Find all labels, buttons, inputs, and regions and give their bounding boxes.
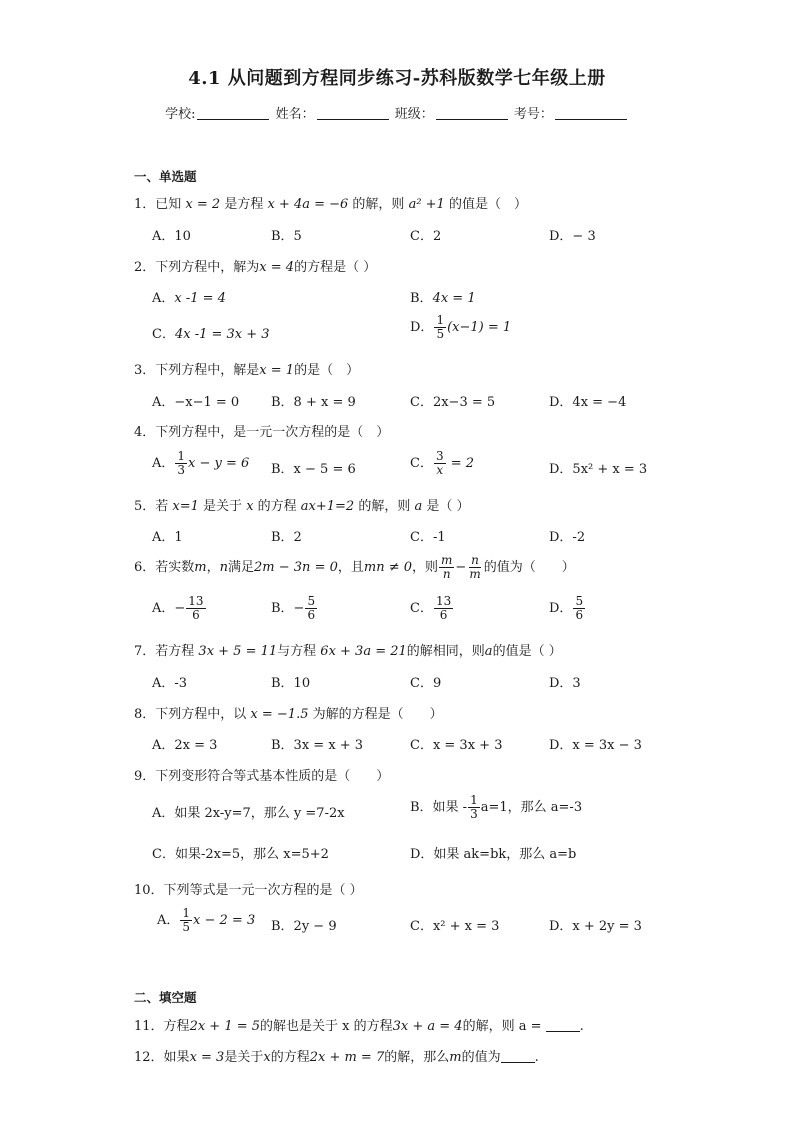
question-text: ，且	[337, 560, 364, 575]
student-info-line	[0, 103, 794, 122]
math-expression: n	[219, 560, 229, 575]
option-label: A．	[152, 456, 175, 471]
fraction	[468, 794, 480, 821]
option-label: A．−	[152, 601, 186, 616]
math-expression: x = 3	[189, 1050, 225, 1065]
q6-option-d[interactable]	[549, 595, 586, 622]
question-text: .	[534, 1050, 539, 1065]
q4-option-b[interactable]: B．x − 5 = 6	[271, 462, 356, 477]
q8-option-a[interactable]: A．2x = 3	[152, 738, 218, 753]
question-7	[134, 640, 562, 659]
question-text: 方程	[163, 1019, 190, 1034]
question-number: 6．	[134, 560, 156, 575]
id-blank[interactable]	[555, 107, 627, 120]
numerator: m	[441, 553, 453, 567]
math-expression: 2x + 1 = 5	[189, 1019, 261, 1034]
math-expression: x = 1	[259, 363, 295, 378]
numerator: n	[471, 553, 479, 567]
question-text: ，则	[412, 560, 439, 575]
q10-option-c[interactable]: C．x² + x = 3	[410, 919, 500, 934]
math-expression: x=1	[172, 499, 199, 514]
denominator: 6	[575, 608, 584, 622]
fraction	[434, 450, 446, 477]
question-number: 1．	[134, 197, 156, 212]
question-8	[134, 703, 443, 722]
math-expression: a	[414, 499, 423, 514]
q10-option-d[interactable]: D．x + 2y = 3	[549, 919, 642, 934]
math-expression: 4x = 1	[432, 291, 476, 306]
math-expression: 2x + m = 7	[309, 1050, 385, 1065]
q9-option-c[interactable]: C．如果-2x=5，那么 x=5+2	[152, 847, 329, 862]
section-title-single-choice: 一、单选题	[134, 169, 197, 184]
document-title: 4.1 从问题到方程同步练习-苏科版数学七年级上册	[188, 68, 606, 89]
question-text: 下列等式是一元一次方程的是（ ）	[163, 883, 363, 898]
math-expression: a² +1	[408, 197, 445, 212]
question-text: 下列变形符合等式基本性质的是（ ）	[155, 769, 390, 784]
question-text: 与方程	[277, 644, 321, 659]
q1-option-b[interactable]: B．5	[271, 229, 302, 244]
question-number: 9．	[134, 769, 156, 784]
question-number: 10．	[134, 883, 164, 898]
q6-option-b[interactable]	[271, 595, 318, 622]
question-text: ，	[206, 560, 220, 575]
question-text: 是关于	[198, 499, 247, 514]
question-number: 2．	[134, 260, 156, 275]
math-expression: x − y = 6	[188, 456, 250, 471]
q9-option-a[interactable]: A．如果 2x-y=7，那么 y =7-2x	[152, 806, 345, 821]
math-expression: 3x + a = 4	[392, 1019, 463, 1034]
math-expression: x = 2	[185, 197, 221, 212]
q2-option-a[interactable]	[152, 287, 226, 306]
math-expression: x	[246, 499, 254, 514]
q5-option-d[interactable]: D．-2	[549, 530, 586, 545]
q5-option-b[interactable]: B．2	[271, 530, 302, 545]
answer-blank[interactable]	[501, 1050, 535, 1063]
question-text: 的值为	[461, 1050, 501, 1065]
math-expression: ax+1=2	[300, 499, 355, 514]
fraction	[175, 450, 187, 477]
q4-option-a[interactable]	[152, 450, 249, 477]
math-expression: a	[484, 644, 493, 659]
question-text: 的解相同，则	[406, 644, 485, 659]
id-label: 考号：	[513, 107, 553, 122]
question-text: 的值是（ ）	[444, 197, 527, 212]
numerator: 5	[575, 594, 584, 608]
math-expression: = 2	[446, 456, 475, 471]
math-expression: (x−1) = 1	[447, 320, 512, 335]
math-expression: 4x -1 = 3x + 3	[174, 327, 270, 342]
question-text: 的解，则	[348, 197, 409, 212]
q7-option-b[interactable]: B．10	[271, 676, 311, 691]
question-text: 是（ ）	[422, 499, 470, 514]
class-blank[interactable]	[436, 107, 508, 120]
school-label: 学校:	[165, 107, 196, 122]
math-expression: x -1 = 4	[174, 291, 226, 306]
q2-option-c[interactable]	[152, 323, 270, 342]
fraction	[467, 554, 482, 581]
numerator: 13	[188, 594, 204, 608]
question-text: 若实数	[155, 560, 195, 575]
denominator: 6	[192, 608, 200, 622]
denominator: n	[442, 567, 451, 581]
q4-option-c[interactable]	[410, 450, 474, 477]
option-label: B．如果 -	[410, 800, 468, 815]
math-expression: m	[449, 1050, 462, 1065]
question-text: 的是（ ）	[294, 363, 360, 378]
question-text: 下列方程中，是一元一次方程的是（ ）	[155, 425, 390, 440]
question-text: 如果	[163, 1050, 190, 1065]
q2-option-d[interactable]	[410, 314, 511, 341]
denominator: x	[436, 463, 444, 477]
question-9	[134, 765, 389, 784]
fraction	[439, 554, 454, 581]
question-number: 5．	[134, 499, 156, 514]
q3-option-b[interactable]: B．8 + x = 9	[271, 395, 356, 410]
q9-option-d[interactable]: D．如果 ak=bk，那么 a=b	[410, 847, 577, 862]
question-3	[134, 359, 359, 378]
option-label: C．	[410, 601, 433, 616]
numerator: 1	[177, 449, 186, 463]
numerator: 1	[436, 313, 445, 327]
option-text: a=1，那么 a=-3	[480, 800, 583, 815]
denominator: 3	[470, 807, 478, 821]
question-text: 下列方程中，以	[155, 707, 251, 722]
question-text: 若方程	[155, 644, 199, 659]
question-text: 下列方程中，解是	[155, 363, 260, 378]
denominator: 6	[439, 608, 448, 622]
fraction	[573, 595, 585, 622]
name-blank[interactable]	[317, 107, 389, 120]
question-number: 3．	[134, 363, 156, 378]
q7-option-a[interactable]: A．-3	[152, 676, 188, 691]
option-label: A．	[157, 913, 180, 928]
question-12	[134, 1046, 539, 1065]
question-text: 下列方程中，解为	[155, 260, 260, 275]
math-expression: x + 4a = −6	[267, 197, 349, 212]
question-text: 的解，则	[354, 499, 415, 514]
question-text: 的值为（ ）	[483, 560, 575, 575]
question-11	[134, 1015, 584, 1034]
question-1	[134, 193, 527, 212]
answer-blank[interactable]	[546, 1019, 580, 1032]
question-text: 的方程	[253, 499, 301, 514]
numerator: 5	[307, 594, 316, 608]
question-10	[134, 879, 363, 898]
fraction	[180, 907, 192, 934]
q3-option-a[interactable]: A．−x−1 = 0	[152, 395, 240, 410]
question-text: 满足	[228, 560, 255, 575]
numerator: 1	[182, 906, 191, 920]
q10-option-b[interactable]: B．2y − 9	[271, 919, 337, 934]
q1-option-c[interactable]: C．2	[410, 229, 442, 244]
question-text: 的方程是（ ）	[294, 260, 377, 275]
school-blank[interactable]	[197, 107, 269, 120]
denominator: 5	[182, 920, 191, 934]
q1-option-d[interactable]: D．− 3	[549, 229, 596, 244]
question-2	[134, 256, 376, 275]
q6-option-c[interactable]	[410, 595, 454, 622]
option-label: C．	[410, 456, 433, 471]
q3-option-c[interactable]: C．2x−3 = 5	[410, 395, 496, 410]
denominator: 6	[307, 608, 316, 622]
option-label: B．−	[271, 601, 305, 616]
class-label: 班级：	[394, 107, 434, 122]
math-expression: x − 2 = 3	[193, 913, 256, 928]
question-number: 7．	[134, 644, 156, 659]
question-number: 12．	[134, 1050, 164, 1065]
q8-option-c[interactable]: C．x = 3x + 3	[410, 738, 503, 753]
math-expression: 2m − 3n = 0	[254, 560, 338, 575]
numerator: 1	[470, 793, 478, 807]
question-text: 的方程	[270, 1050, 310, 1065]
math-expression: m	[194, 560, 207, 575]
q8-option-d[interactable]: D．x = 3x − 3	[549, 738, 642, 753]
option-label: C．	[152, 327, 175, 342]
q7-option-d[interactable]: D．3	[549, 676, 581, 691]
question-text: 是方程	[220, 197, 268, 212]
question-text: .	[579, 1019, 584, 1034]
math-expression: x	[263, 1050, 271, 1065]
option-label: A．	[152, 291, 175, 306]
question-6: 6．若实数m，n满足2m − 3n = 0，且mn ≠ 0，则 $\frac{m}{n}$ − $\frac{n}{m}$ 的值为（ ）	[134, 553, 575, 581]
q2-option-b[interactable]	[410, 287, 476, 306]
math-expression: 6x + 3a = 21	[320, 644, 407, 659]
numerator: 3	[435, 449, 444, 463]
fraction	[186, 595, 205, 622]
denominator: 3	[177, 463, 186, 477]
numerator: 13	[435, 594, 452, 608]
question-text: 若	[155, 499, 173, 514]
fraction	[305, 595, 317, 622]
q5-option-a[interactable]: A．1	[152, 530, 183, 545]
q5-option-c[interactable]: C．-1	[410, 530, 446, 545]
q8-option-b[interactable]: B．3x = x + 3	[271, 738, 364, 753]
math-expression: x = −1.5	[250, 707, 309, 722]
math-expression: mn ≠ 0	[363, 560, 413, 575]
option-label: D．	[410, 320, 434, 335]
q9-option-b[interactable]	[410, 794, 582, 821]
question-number: 11．	[134, 1019, 164, 1034]
denominator: 5	[436, 327, 445, 341]
question-text: 的解，则 a =	[462, 1019, 542, 1034]
q3-option-d[interactable]: D．4x = −4	[549, 395, 627, 410]
option-label: D．	[549, 601, 573, 616]
question-text: 为解的方程是（ ）	[308, 707, 443, 722]
name-label: 姓名：	[275, 107, 315, 122]
math-expression: 3x + 5 = 11	[198, 644, 278, 659]
q1-option-a[interactable]: A．10	[152, 229, 191, 244]
question-text: 已知	[155, 197, 186, 212]
fraction	[434, 595, 453, 622]
option-label: B．	[410, 291, 433, 306]
fraction	[434, 314, 446, 341]
q6-option-a[interactable]	[152, 595, 207, 622]
section-title-fill-in: 二、填空题	[134, 990, 197, 1005]
question-text: 的解也是关于 x 的方程	[260, 1019, 393, 1034]
question-text: 的解，那么	[384, 1050, 450, 1065]
question-number: 4．	[134, 425, 156, 440]
question-text: 的值是（ ）	[492, 644, 562, 659]
question-5	[134, 495, 470, 514]
q10-option-a[interactable]	[157, 907, 255, 934]
question-4	[134, 421, 389, 440]
q7-option-c[interactable]: C．9	[410, 676, 442, 691]
question-number: 8．	[134, 707, 156, 722]
math-expression: x = 4	[259, 260, 295, 275]
question-text: 是关于	[224, 1050, 264, 1065]
q4-option-d[interactable]: D．5x² + x = 3	[549, 462, 648, 477]
denominator: m	[469, 567, 481, 581]
